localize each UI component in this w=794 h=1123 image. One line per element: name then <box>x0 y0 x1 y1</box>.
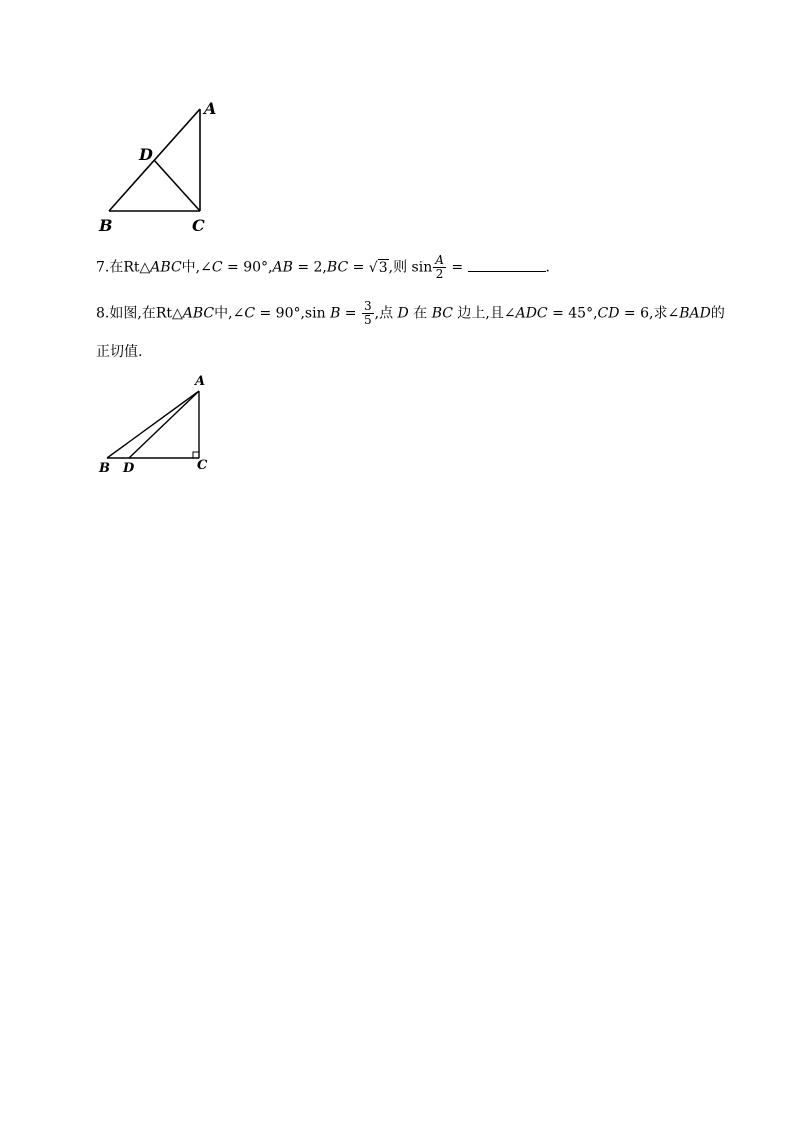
q8-c: C <box>244 305 256 322</box>
segment-DC <box>154 160 200 211</box>
q8-text: = <box>340 305 361 322</box>
question-8-line-2: 正切值. <box>96 344 143 360</box>
q8-text: 的 <box>710 305 725 322</box>
q7-c: C <box>211 259 223 276</box>
q7-text: = <box>348 259 369 276</box>
fraction-denominator: 2 <box>435 267 444 281</box>
q8-text: 在 <box>408 305 432 322</box>
label-D: D <box>139 145 153 164</box>
q7-text: = <box>446 259 468 276</box>
label-B: B <box>99 461 110 476</box>
q7-bc: BC <box>326 259 349 276</box>
q8-d: D <box>397 305 409 322</box>
q8-text: 如图,在 <box>109 305 156 322</box>
q8-rt: Rt△ <box>155 305 183 322</box>
q8-text: ,点 <box>374 305 398 322</box>
q7-text: 在 <box>109 259 124 276</box>
q8-text: = 6,求∠ <box>619 305 680 322</box>
q7-ab: AB <box>272 259 293 276</box>
sqrt-symbol: √ <box>368 259 378 276</box>
label-C: C <box>192 216 205 235</box>
sqrt-radicand: 3 <box>378 259 388 276</box>
q8-abc: ABC <box>182 305 215 322</box>
q8-number: 8. <box>96 305 110 322</box>
q7-rt: Rt△ <box>123 259 151 276</box>
q8-bad: BAD <box>679 305 711 322</box>
triangle-figure-1 <box>90 92 230 237</box>
question-7 <box>96 254 550 281</box>
q8-bc: BC <box>431 305 453 322</box>
q7-end: . <box>545 259 550 276</box>
label-A: A <box>195 374 206 389</box>
q8-text: = 45°, <box>547 305 598 322</box>
fraction-numerator: A <box>435 253 444 267</box>
q7-text: = 2, <box>292 259 327 276</box>
label-A: A <box>204 99 217 118</box>
q7-sqrt <box>369 258 389 278</box>
q8-fraction <box>362 300 374 327</box>
q7-abc: ABC <box>150 259 182 276</box>
q8-adc: ADC <box>515 305 548 322</box>
fraction-denominator: 5 <box>364 313 372 327</box>
q7-text: = 90°, <box>222 259 273 276</box>
q8-text: 边上,且∠ <box>452 305 516 322</box>
answer-blank[interactable] <box>468 259 546 272</box>
fraction-numerator: 3 <box>364 299 372 313</box>
q8-cd: CD <box>597 305 620 322</box>
question-8 <box>96 300 725 327</box>
q8-text: = 90°,sin <box>255 305 331 322</box>
triangle-figure-2 <box>96 372 220 478</box>
q7-text: ,则 sin <box>388 259 433 276</box>
q8-text: 中,∠ <box>214 305 245 322</box>
q7-number: 7. <box>96 259 110 276</box>
q7-text: 中,∠ <box>181 259 212 276</box>
q8-b: B <box>330 305 341 322</box>
q7-fraction <box>433 254 446 281</box>
label-C: C <box>197 458 208 473</box>
segment-DA <box>129 391 199 458</box>
label-B: B <box>99 216 113 235</box>
label-D: D <box>123 461 135 476</box>
segment-BA <box>107 391 199 458</box>
